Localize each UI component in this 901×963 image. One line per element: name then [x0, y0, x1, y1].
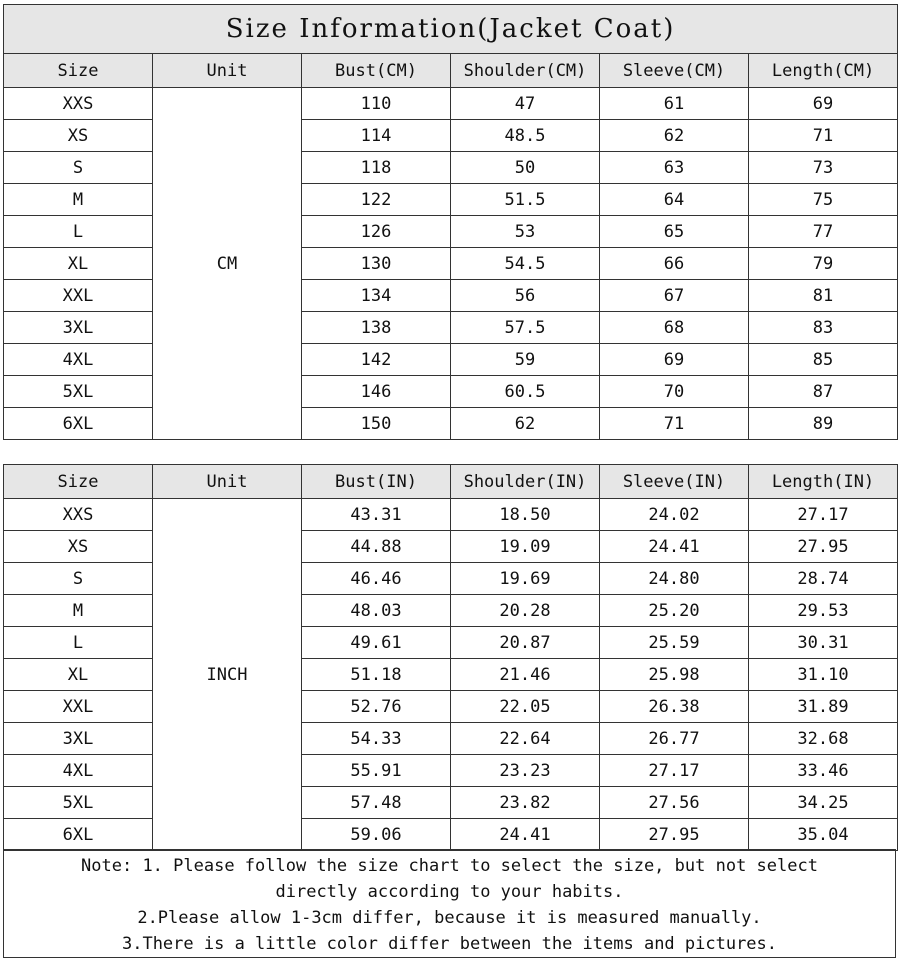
bust-cell: 150: [302, 408, 451, 440]
bust-cell: 146: [302, 376, 451, 408]
header-length: Length(IN): [749, 465, 898, 499]
length-cell: 35.04: [749, 819, 898, 851]
length-cell: 31.10: [749, 659, 898, 691]
length-cell: 89: [749, 408, 898, 440]
size-cell: L: [4, 627, 153, 659]
length-cell: 77: [749, 216, 898, 248]
shoulder-cell: 48.5: [451, 120, 600, 152]
bust-cell: 46.46: [302, 563, 451, 595]
shoulder-cell: 53: [451, 216, 600, 248]
table-row: [4, 408, 898, 440]
shoulder-cell: 21.46: [451, 659, 600, 691]
shoulder-cell: 24.41: [451, 819, 600, 851]
header-shoulder: Shoulder(CM): [451, 54, 600, 88]
shoulder-cell: 57.5: [451, 312, 600, 344]
sleeve-cell: 26.38: [600, 691, 749, 723]
length-cell: 71: [749, 120, 898, 152]
sleeve-cell: 24.41: [600, 531, 749, 563]
size-table-cm: [3, 4, 898, 440]
note-line: directly according to your habits.: [275, 882, 624, 902]
shoulder-cell: 20.87: [451, 627, 600, 659]
size-cell: XXL: [4, 691, 153, 723]
shoulder-cell: 50: [451, 152, 600, 184]
unit-cell: INCH: [153, 499, 302, 851]
header-length: Length(CM): [749, 54, 898, 88]
bust-cell: 130: [302, 248, 451, 280]
bust-cell: 114: [302, 120, 451, 152]
header-size: Size: [4, 465, 153, 499]
table-row: [4, 595, 898, 627]
shoulder-cell: 23.82: [451, 787, 600, 819]
table-row: [4, 88, 898, 120]
table-row: [4, 312, 898, 344]
length-cell: 27.17: [749, 499, 898, 531]
shoulder-cell: 51.5: [451, 184, 600, 216]
table-row: [4, 120, 898, 152]
length-cell: 79: [749, 248, 898, 280]
table-row: [4, 531, 898, 563]
shoulder-cell: 56: [451, 280, 600, 312]
size-cell: 5XL: [4, 376, 153, 408]
sleeve-cell: 25.20: [600, 595, 749, 627]
table-row: [4, 216, 898, 248]
size-cell: M: [4, 595, 153, 627]
shoulder-cell: 60.5: [451, 376, 600, 408]
shoulder-cell: 19.09: [451, 531, 600, 563]
shoulder-cell: 47: [451, 88, 600, 120]
size-cell: XXS: [4, 499, 153, 531]
size-cell: 4XL: [4, 755, 153, 787]
table-row: [4, 723, 898, 755]
note-line: Note: 1. Please follow the size chart to select the size, but not select: [81, 856, 818, 876]
bust-cell: 51.18: [302, 659, 451, 691]
bust-cell: 134: [302, 280, 451, 312]
table-row: [4, 248, 898, 280]
shoulder-cell: 18.50: [451, 499, 600, 531]
table-row: [4, 280, 898, 312]
table-row: [4, 819, 898, 851]
shoulder-cell: 54.5: [451, 248, 600, 280]
sleeve-cell: 27.17: [600, 755, 749, 787]
header-bust: Bust(IN): [302, 465, 451, 499]
bust-cell: 44.88: [302, 531, 451, 563]
table-row: [4, 152, 898, 184]
header-unit: Unit: [153, 54, 302, 88]
length-cell: 73: [749, 152, 898, 184]
length-cell: 75: [749, 184, 898, 216]
sleeve-cell: 69: [600, 344, 749, 376]
header-row: [4, 465, 898, 499]
bust-cell: 43.31: [302, 499, 451, 531]
bust-cell: 54.33: [302, 723, 451, 755]
size-cell: M: [4, 184, 153, 216]
sleeve-cell: 27.56: [600, 787, 749, 819]
bust-cell: 138: [302, 312, 451, 344]
shoulder-cell: 22.64: [451, 723, 600, 755]
sleeve-cell: 64: [600, 184, 749, 216]
table-row: [4, 184, 898, 216]
bust-cell: 52.76: [302, 691, 451, 723]
size-cell: 5XL: [4, 787, 153, 819]
size-cell: 6XL: [4, 819, 153, 851]
size-table-inch: [3, 464, 898, 851]
bust-cell: 122: [302, 184, 451, 216]
size-cell: XS: [4, 120, 153, 152]
size-cell: 6XL: [4, 408, 153, 440]
bust-cell: 55.91: [302, 755, 451, 787]
length-cell: 30.31: [749, 627, 898, 659]
header-shoulder: Shoulder(IN): [451, 465, 600, 499]
sleeve-cell: 25.59: [600, 627, 749, 659]
bust-cell: 118: [302, 152, 451, 184]
length-cell: 33.46: [749, 755, 898, 787]
table-row: [4, 376, 898, 408]
size-cell: 4XL: [4, 344, 153, 376]
size-cell: XL: [4, 659, 153, 691]
table-row: [4, 755, 898, 787]
table-row: [4, 691, 898, 723]
sleeve-cell: 61: [600, 88, 749, 120]
sleeve-cell: 67: [600, 280, 749, 312]
note-line: 2.Please allow 1-3cm differ, because it is measured manually.: [137, 908, 762, 928]
header-row: [4, 54, 898, 88]
sleeve-cell: 63: [600, 152, 749, 184]
header-sleeve: Sleeve(CM): [600, 54, 749, 88]
header-bust: Bust(CM): [302, 54, 451, 88]
length-cell: 28.74: [749, 563, 898, 595]
table-row: [4, 499, 898, 531]
bust-cell: 49.61: [302, 627, 451, 659]
length-cell: 85: [749, 344, 898, 376]
table-row: [4, 627, 898, 659]
shoulder-cell: 22.05: [451, 691, 600, 723]
sleeve-cell: 70: [600, 376, 749, 408]
size-cell: S: [4, 152, 153, 184]
bust-cell: 59.06: [302, 819, 451, 851]
size-cell: XXS: [4, 88, 153, 120]
table-row: [4, 659, 898, 691]
length-cell: 34.25: [749, 787, 898, 819]
sleeve-cell: 62: [600, 120, 749, 152]
length-cell: 87: [749, 376, 898, 408]
length-cell: 31.89: [749, 691, 898, 723]
sleeve-cell: 24.02: [600, 499, 749, 531]
size-cell: XXL: [4, 280, 153, 312]
length-cell: 83: [749, 312, 898, 344]
sleeve-cell: 26.77: [600, 723, 749, 755]
size-cell: XL: [4, 248, 153, 280]
bust-cell: 126: [302, 216, 451, 248]
sleeve-cell: 27.95: [600, 819, 749, 851]
length-cell: 81: [749, 280, 898, 312]
shoulder-cell: 59: [451, 344, 600, 376]
shoulder-cell: 19.69: [451, 563, 600, 595]
length-cell: 27.95: [749, 531, 898, 563]
sleeve-cell: 71: [600, 408, 749, 440]
bust-cell: 57.48: [302, 787, 451, 819]
bust-cell: 110: [302, 88, 451, 120]
header-size: Size: [4, 54, 153, 88]
header-sleeve: Sleeve(IN): [600, 465, 749, 499]
bust-cell: 48.03: [302, 595, 451, 627]
size-note: [3, 849, 896, 958]
sleeve-cell: 66: [600, 248, 749, 280]
size-cell: S: [4, 563, 153, 595]
shoulder-cell: 62: [451, 408, 600, 440]
length-cell: 32.68: [749, 723, 898, 755]
shoulder-cell: 20.28: [451, 595, 600, 627]
table-title: Size Information(Jacket Coat): [4, 5, 898, 54]
table-row: [4, 344, 898, 376]
table-row: [4, 563, 898, 595]
unit-cell: CM: [153, 88, 302, 440]
size-cell: XS: [4, 531, 153, 563]
length-cell: 69: [749, 88, 898, 120]
title-row: [4, 5, 898, 54]
size-cell: L: [4, 216, 153, 248]
bust-cell: 142: [302, 344, 451, 376]
sleeve-cell: 65: [600, 216, 749, 248]
sleeve-cell: 25.98: [600, 659, 749, 691]
size-cell: 3XL: [4, 312, 153, 344]
shoulder-cell: 23.23: [451, 755, 600, 787]
size-cell: 3XL: [4, 723, 153, 755]
note-line: 3.There is a little color differ between the items and pictures.: [121, 934, 778, 954]
length-cell: 29.53: [749, 595, 898, 627]
sleeve-cell: 68: [600, 312, 749, 344]
sleeve-cell: 24.80: [600, 563, 749, 595]
header-unit: Unit: [153, 465, 302, 499]
table-row: [4, 787, 898, 819]
